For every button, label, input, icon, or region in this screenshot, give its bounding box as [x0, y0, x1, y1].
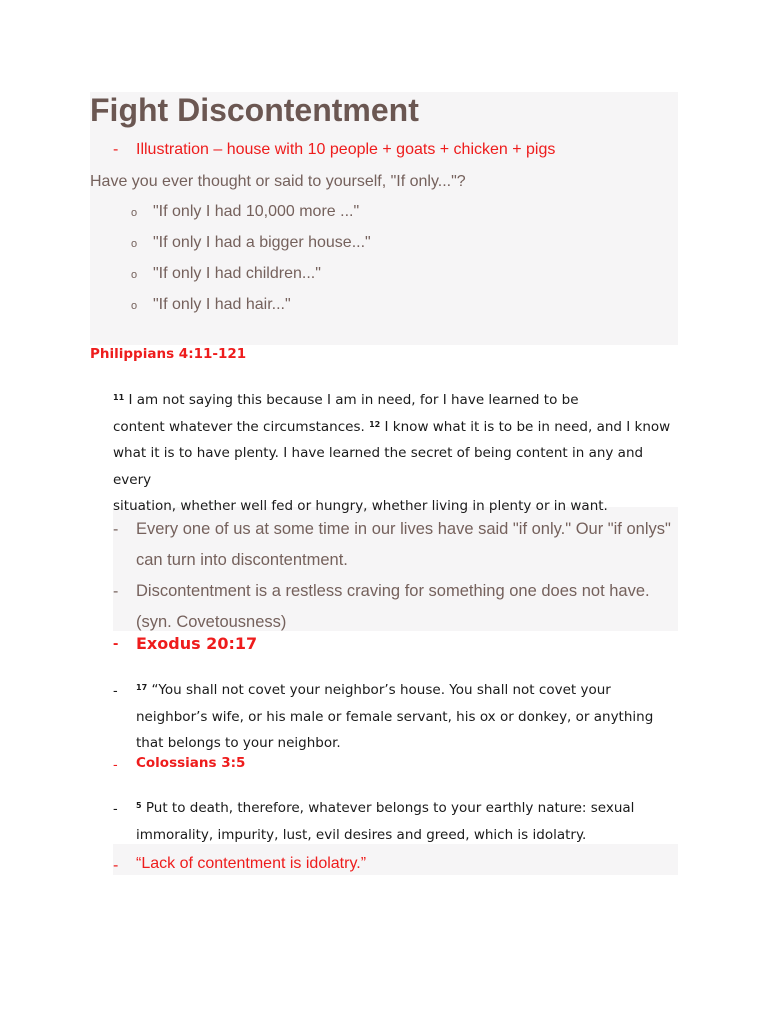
- list-bullet: o: [131, 300, 138, 312]
- exodus-reference: Exodus 20:17: [136, 634, 258, 653]
- dash-marker: -: [113, 583, 119, 600]
- list-item: "If only I had 10,000 more ...": [153, 203, 360, 220]
- question-text: Have you ever thought or said to yourself, "If only..."?: [90, 173, 466, 190]
- verse-text: Put to death, therefore, whatever belongs to your earthly nature: sexual immorality, impurity, lust, evil desires and greed, which is idolatry.: [136, 800, 635, 843]
- list-item: "If only I had children...": [153, 265, 321, 282]
- verse-number: 12: [369, 419, 381, 429]
- illustration-note: Illustration – house with 10 people + goats + chicken + pigs: [136, 141, 556, 158]
- verse-text: I am not saying this because I am in need, for I have learned to be: [128, 392, 579, 408]
- dash-marker: -: [113, 635, 119, 652]
- point-text: Every one of us at some time in our lives have said "if only." Our "if onlys" can turn into discontentment.: [136, 520, 671, 569]
- colossians-reference: Colossians 3:5: [136, 755, 246, 771]
- dash-marker: -: [113, 857, 119, 874]
- dash-marker: -: [113, 141, 119, 158]
- exodus-verse: [136, 677, 681, 757]
- philippians-reference: Philippians 4:11-121: [90, 346, 247, 362]
- list-item: "If only I had hair...": [153, 296, 291, 313]
- verse-text: “You shall not covet your neighbor’s house. You shall not covet your neighbor’s wife, or his male or female servant, his ox or donkey, or anything that belongs to your neighbor.: [136, 682, 654, 751]
- closing-quote: “Lack of contentment is idolatry.”: [136, 855, 367, 872]
- verse-text: content whatever the circumstances.: [113, 418, 365, 435]
- verse-number: 11: [113, 393, 125, 402]
- dash-marker: -: [113, 800, 118, 816]
- point-text: Discontentment is a restless craving for something one does not have. (syn. Covetousness): [136, 582, 650, 631]
- verse-text: situation, whether well fed or hungry, whether living in plenty or in want.: [113, 498, 608, 514]
- colossians-verse: [136, 795, 681, 848]
- verse-number: 5: [136, 801, 142, 810]
- page-title: Fight Discontentment: [90, 92, 419, 128]
- list-item: "If only I had a bigger house...": [153, 234, 371, 251]
- dash-marker: -: [113, 756, 118, 772]
- list-bullet: o: [131, 238, 138, 250]
- list-bullet: o: [131, 269, 138, 281]
- dash-marker: -: [113, 682, 118, 698]
- dash-marker: -: [113, 521, 119, 538]
- verse-number: 17: [136, 683, 148, 692]
- verse-text: what it is to have plenty. I have learned the secret of being content in any and every: [113, 445, 644, 488]
- verse-text: I know what it is to be in need, and I know: [384, 418, 671, 435]
- list-bullet: o: [131, 207, 138, 219]
- philippians-passage: [113, 387, 673, 520]
